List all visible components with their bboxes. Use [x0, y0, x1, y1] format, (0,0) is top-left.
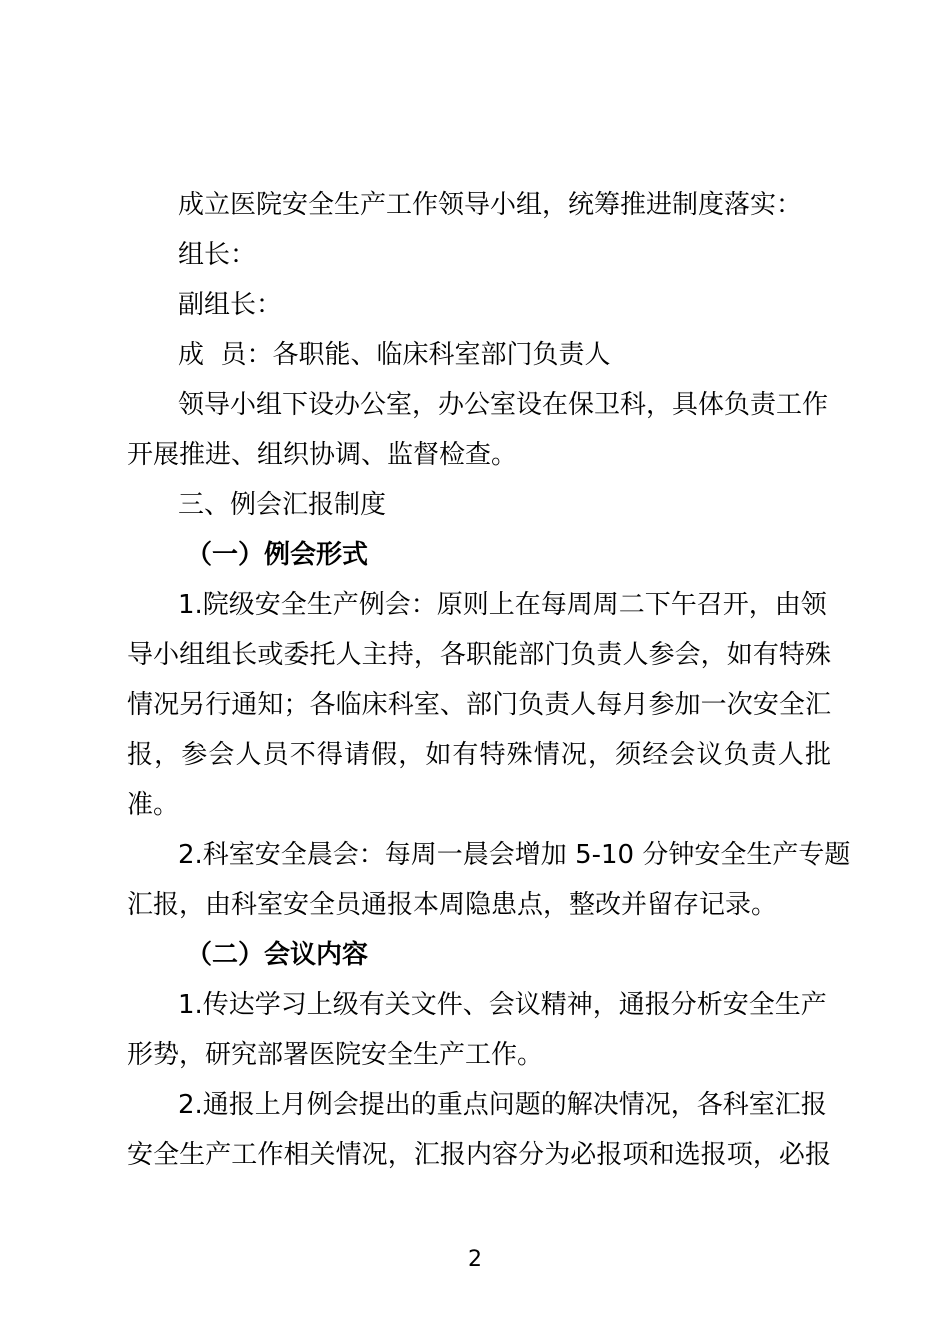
department-meeting-line-1: 2.科室安全晨会：每周一晨会增加 5-10 分钟安全生产专题 [178, 840, 851, 870]
subsection-one-title: （一）例会形式 [186, 540, 369, 570]
hospital-meeting-line-5: 准。 [127, 790, 180, 820]
section-three-title: 三、例会汇报制度 [178, 490, 387, 520]
meeting-content-item-1-line-2: 形势，研究部署医院安全生产工作。 [127, 1040, 544, 1070]
meeting-content-item-2-line-1: 2.通报上月例会提出的重点问题的解决情况，各科室汇报 [178, 1090, 827, 1120]
subsection-two-title: （二）会议内容 [186, 940, 369, 970]
office-paragraph-line-2: 开展推进、组织协调、监督检查。 [127, 440, 518, 470]
deputy-leader-line: 副组长： [178, 290, 283, 320]
meeting-content-item-2-line-2: 安全生产工作相关情况，汇报内容分为必报项和选报项，必报 [127, 1140, 831, 1170]
hospital-meeting-line-3: 情况另行通知；各临床科室、部门负责人每月参加一次安全汇 [127, 690, 831, 720]
page-number: 2 [468, 1247, 482, 1272]
meeting-content-item-1-line-1: 1.传达学习上级有关文件、会议精神，通报分析安全生产 [178, 990, 827, 1020]
department-meeting-line-2: 汇报，由科室安全员通报本周隐患点，整改并留存记录。 [127, 890, 778, 920]
hospital-meeting-line-4: 报，参会人员不得请假，如有特殊情况，须经会议负责人批 [127, 740, 831, 770]
paragraph-leader-group-intro: 成立医院安全生产工作领导小组，统筹推进制度落实： [178, 190, 803, 220]
members-line: 成 员：各职能、临床科室部门负责人 [178, 340, 611, 370]
hospital-meeting-line-2: 导小组组长或委托人主持，各职能部门负责人参会，如有特殊 [127, 640, 831, 670]
hospital-meeting-line-1: 1.院级安全生产例会：原则上在每周周二下午召开，由领 [178, 590, 827, 620]
group-leader-line: 组长： [178, 240, 257, 270]
office-paragraph-line-1: 领导小组下设办公室，办公室设在保卫科，具体负责工作 [178, 390, 829, 420]
